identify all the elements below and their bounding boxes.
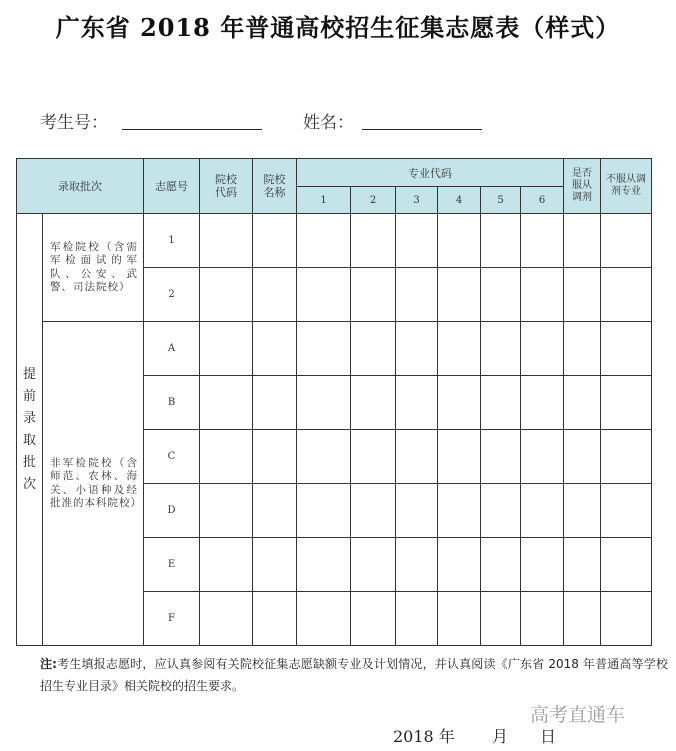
input-cell[interactable] — [481, 592, 521, 646]
name-field[interactable] — [362, 129, 482, 130]
major-num-5: 5 — [481, 187, 521, 214]
category-military: 军检院校（含需军检面试的军队、公安、武警、司法院校） — [43, 214, 144, 322]
name-label: 姓名： — [303, 113, 354, 133]
input-cell[interactable] — [481, 376, 521, 430]
input-cell[interactable] — [351, 538, 396, 592]
input-cell[interactable] — [396, 430, 438, 484]
input-cell[interactable] — [564, 268, 601, 322]
input-cell[interactable] — [481, 484, 521, 538]
input-cell[interactable] — [297, 538, 351, 592]
category-non-military: 非军检院校（含师范、农林、海关、小语种及经批准的本科院校） — [43, 322, 144, 646]
input-cell[interactable] — [396, 376, 438, 430]
input-cell[interactable] — [253, 376, 297, 430]
input-cell[interactable] — [521, 484, 564, 538]
input-cell[interactable] — [396, 538, 438, 592]
input-cell[interactable] — [481, 322, 521, 376]
header-school-code: 院校代码 — [200, 159, 253, 214]
input-cell[interactable] — [564, 322, 601, 376]
input-cell[interactable] — [200, 592, 253, 646]
input-cell[interactable] — [438, 430, 481, 484]
major-num-1: 1 — [297, 187, 351, 214]
input-cell[interactable] — [438, 484, 481, 538]
input-cell[interactable] — [253, 268, 297, 322]
major-num-3: 3 — [396, 187, 438, 214]
exam-number-field[interactable] — [122, 129, 262, 130]
input-cell[interactable] — [396, 268, 438, 322]
input-cell[interactable] — [297, 376, 351, 430]
input-cell[interactable] — [253, 484, 297, 538]
header-batch: 录取批次 — [17, 159, 144, 214]
input-cell[interactable] — [521, 214, 564, 268]
input-cell[interactable] — [351, 376, 396, 430]
input-cell[interactable] — [297, 430, 351, 484]
input-cell[interactable] — [601, 214, 652, 268]
input-cell[interactable] — [253, 430, 297, 484]
input-cell[interactable] — [564, 214, 601, 268]
input-cell[interactable] — [200, 268, 253, 322]
input-cell[interactable] — [521, 322, 564, 376]
date-month: 月 — [492, 727, 509, 746]
input-cell[interactable] — [351, 214, 396, 268]
input-cell[interactable] — [564, 376, 601, 430]
footnote — [40, 653, 668, 697]
header-not-accept-adjust: 不服从调剂专业 — [601, 159, 652, 214]
input-cell[interactable] — [601, 376, 652, 430]
input-cell[interactable] — [200, 430, 253, 484]
input-cell[interactable] — [521, 538, 564, 592]
input-cell[interactable] — [297, 268, 351, 322]
input-cell[interactable] — [438, 268, 481, 322]
input-cell[interactable] — [200, 484, 253, 538]
input-cell[interactable] — [396, 322, 438, 376]
wish-no: C — [144, 430, 200, 484]
input-cell[interactable] — [200, 214, 253, 268]
input-cell[interactable] — [564, 430, 601, 484]
input-cell[interactable] — [601, 268, 652, 322]
header-accept-adjust: 是否服从调剂 — [564, 159, 601, 214]
input-cell[interactable] — [521, 376, 564, 430]
input-cell[interactable] — [396, 592, 438, 646]
exam-number-label: 考生号： — [40, 113, 108, 133]
input-cell[interactable] — [521, 592, 564, 646]
watermark: 高考直通车 — [530, 704, 626, 726]
input-cell[interactable] — [481, 538, 521, 592]
note-label: 注: — [40, 657, 57, 671]
form-title: 广东省 2018 年普通高校招生征集志愿表（样式） — [55, 13, 621, 42]
input-cell[interactable] — [601, 592, 652, 646]
major-num-4: 4 — [438, 187, 481, 214]
wish-no: F — [144, 592, 200, 646]
wish-no: 1 — [144, 214, 200, 268]
input-cell[interactable] — [601, 430, 652, 484]
application-table — [16, 158, 652, 646]
input-cell[interactable] — [351, 268, 396, 322]
input-cell[interactable] — [200, 322, 253, 376]
input-cell[interactable] — [396, 484, 438, 538]
input-cell[interactable] — [253, 322, 297, 376]
input-cell[interactable] — [601, 322, 652, 376]
input-cell[interactable] — [564, 484, 601, 538]
input-cell[interactable] — [297, 214, 351, 268]
input-cell[interactable] — [481, 430, 521, 484]
wish-no: A — [144, 322, 200, 376]
input-cell[interactable] — [601, 484, 652, 538]
input-cell[interactable] — [438, 376, 481, 430]
input-cell[interactable] — [601, 538, 652, 592]
wish-no: D — [144, 484, 200, 538]
header-wish-no: 志愿号 — [144, 159, 200, 214]
note-text: 考生填报志愿时，应认真参阅有关院校征集志愿缺额专业及计划情况，并认真阅读《广东省 2018 年普通高等学校招生专业目录》相关院校的招生要求。 — [40, 657, 668, 693]
input-cell[interactable] — [253, 538, 297, 592]
input-cell[interactable] — [438, 322, 481, 376]
wish-no: B — [144, 376, 200, 430]
input-cell[interactable] — [564, 592, 601, 646]
input-cell[interactable] — [297, 322, 351, 376]
input-cell[interactable] — [564, 538, 601, 592]
header-school-name: 院校名称 — [253, 159, 297, 214]
batch-name-cell: 提前录取批次 — [17, 214, 43, 646]
input-cell[interactable] — [438, 214, 481, 268]
input-cell[interactable] — [481, 214, 521, 268]
wish-no: E — [144, 538, 200, 592]
input-cell[interactable] — [200, 376, 253, 430]
input-cell[interactable] — [297, 484, 351, 538]
header-major-code: 专业代码 — [297, 159, 564, 187]
input-cell[interactable] — [396, 214, 438, 268]
input-cell[interactable] — [351, 484, 396, 538]
input-cell[interactable] — [253, 592, 297, 646]
input-cell[interactable] — [521, 430, 564, 484]
input-cell[interactable] — [481, 268, 521, 322]
input-cell[interactable] — [297, 592, 351, 646]
input-cell[interactable] — [351, 592, 396, 646]
input-cell[interactable] — [521, 268, 564, 322]
date-year: 2018 年 — [393, 727, 455, 746]
input-cell[interactable] — [351, 430, 396, 484]
input-cell[interactable] — [351, 322, 396, 376]
wish-no: 2 — [144, 268, 200, 322]
input-cell[interactable] — [253, 214, 297, 268]
major-num-2: 2 — [351, 187, 396, 214]
input-cell[interactable] — [438, 538, 481, 592]
input-cell[interactable] — [438, 592, 481, 646]
date-day: 日 — [540, 727, 557, 746]
input-cell[interactable] — [200, 538, 253, 592]
major-num-6: 6 — [521, 187, 564, 214]
